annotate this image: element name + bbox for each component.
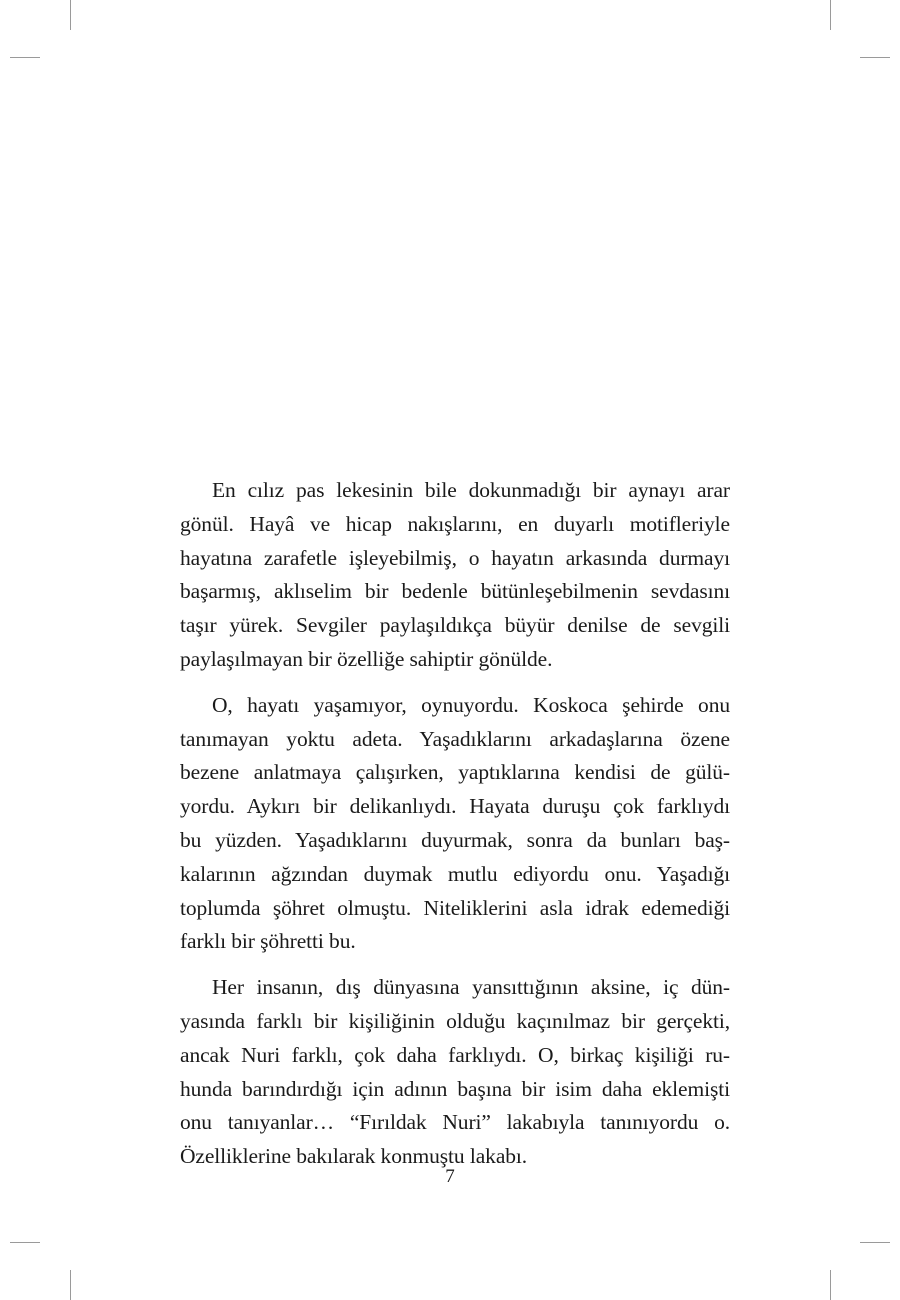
text-line: yasında farklı bir kişiliğinin olduğu kaçınılmaz bir gerçekti, bbox=[180, 1008, 730, 1033]
crop-mark-top-right-vertical bbox=[830, 0, 831, 30]
paragraph-1 bbox=[180, 474, 730, 677]
text-line: gönül. Hayâ ve hicap nakışlarını, en duyarlı motifleriyle bbox=[180, 511, 730, 536]
paragraph-2 bbox=[180, 689, 730, 959]
page-number: 7 bbox=[445, 1166, 455, 1187]
text-line: ancak Nuri farklı, çok daha farklıydı. O, birkaç kişiliği ru- bbox=[180, 1042, 730, 1067]
paragraph-3 bbox=[180, 971, 730, 1174]
text-line: onu tanıyanlar… “Fırıldak Nuri” lakabıyla tanınıyordu o. bbox=[180, 1110, 730, 1135]
text-line: yordu. Aykırı bir delikanlıydı. Hayata duruşu çok farklıydı bbox=[180, 794, 730, 819]
text-line: hunda barındırdığı için adının başına bir isim daha eklemişti bbox=[180, 1076, 730, 1101]
text-line: taşır yürek. Sevgiler paylaşıldıkça büyür denilse de sevgili bbox=[180, 613, 730, 638]
text-line: paylaşılmayan bir özelliğe sahiptir gönülde. bbox=[180, 646, 553, 671]
text-line: Özelliklerine bakılarak konmuştu lakabı. bbox=[180, 1144, 528, 1169]
crop-mark-bottom-left-vertical bbox=[70, 1270, 71, 1300]
body-text bbox=[180, 474, 730, 1186]
crop-mark-top-left-horizontal bbox=[10, 57, 40, 58]
crop-mark-top-right-horizontal bbox=[860, 57, 890, 58]
crop-mark-bottom-left-horizontal bbox=[10, 1242, 40, 1243]
text-line: kalarının ağzından duymak mutlu ediyordu onu. Yaşadığı bbox=[180, 861, 730, 886]
text-line: En cılız pas lekesinin bile dokunmadığı bir aynayı arar bbox=[212, 478, 730, 502]
text-line: Her insanın, dış dünyasına yansıttığının aksine, iç dün- bbox=[212, 975, 730, 1000]
text-line: toplumda şöhret olmuştu. Niteliklerini asla idrak edemediği bbox=[180, 895, 730, 920]
crop-mark-bottom-right-vertical bbox=[830, 1270, 831, 1300]
text-line: bu yüzden. Yaşadıklarını duyurmak, sonra da bunları baş- bbox=[180, 827, 730, 852]
text-line: farklı bir şöhretti bu. bbox=[180, 929, 356, 954]
text-line: bezene anlatmaya çalışırken, yaptıklarına kendisi de gülü- bbox=[180, 760, 730, 785]
crop-mark-bottom-right-horizontal bbox=[860, 1242, 890, 1243]
text-line: O, hayatı yaşamıyor, oynuyordu. Koskoca şehirde onu bbox=[212, 692, 730, 717]
crop-mark-top-left-vertical bbox=[70, 0, 71, 30]
text-line: hayatına zarafetle işleyebilmiş, o hayatın arkasında durmayı bbox=[180, 545, 730, 570]
text-line: başarmış, aklıselim bir bedenle bütünleşebilmenin sevdasını bbox=[180, 579, 730, 604]
text-line: tanımayan yoktu adeta. Yaşadıklarını arkadaşlarına özene bbox=[180, 726, 730, 751]
